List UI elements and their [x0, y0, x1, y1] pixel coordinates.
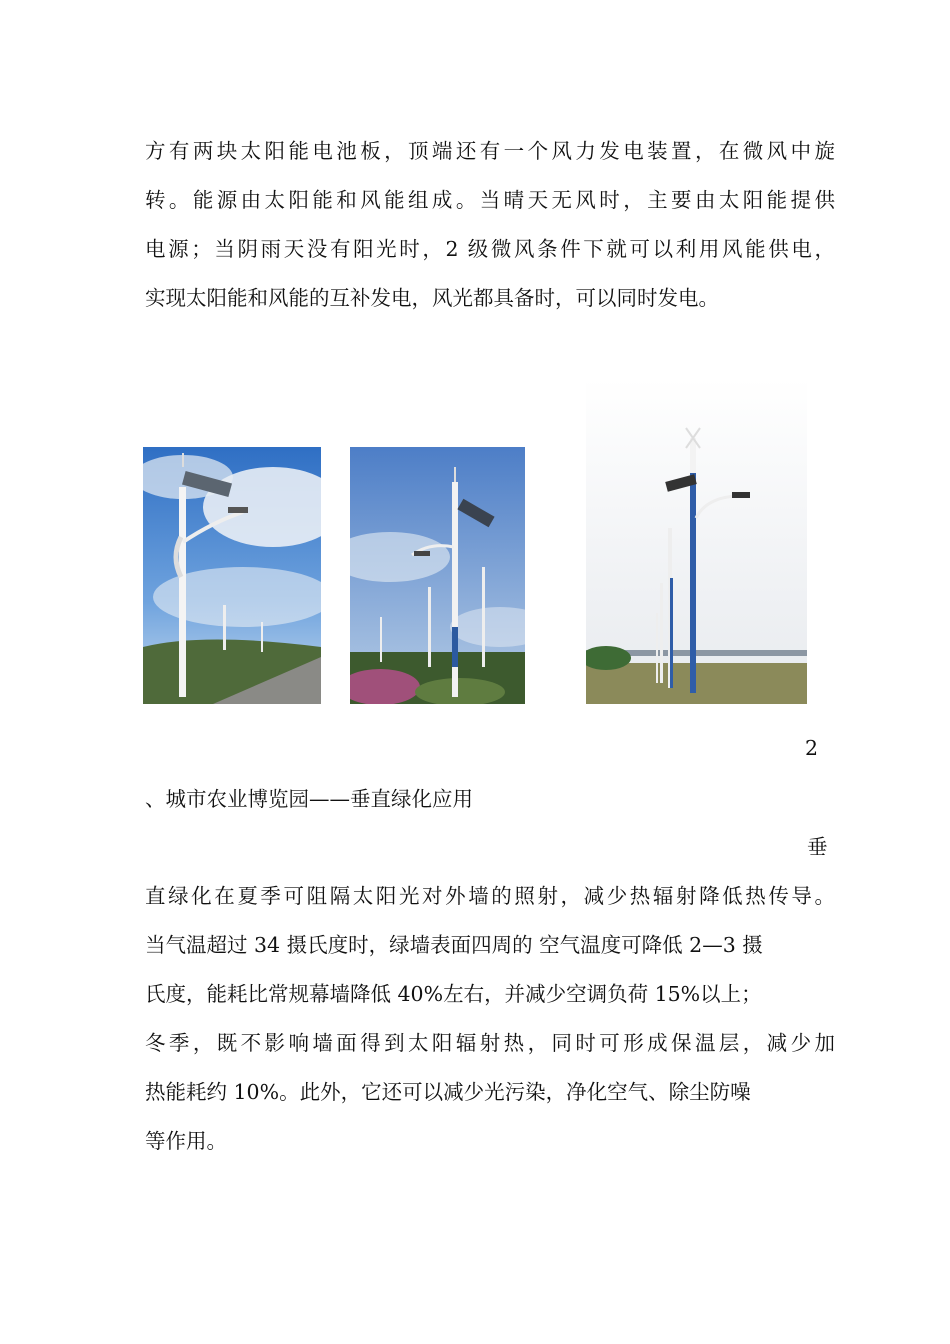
section-number: 2: [805, 736, 819, 760]
paragraph-1-line: 方有两块太阳能电池板，顶端还有一个风力发电装置，在微风中旋: [145, 139, 835, 163]
paragraph-2-line: 等作用。: [145, 1129, 227, 1153]
paragraph-1-line: 转。能源由太阳能和风能组成。当晴天无风时，主要由太阳能提供: [145, 188, 835, 212]
paragraph-2-line: 直绿化在夏季可阻隔太阳光对外墙的照射，减少热辐射降低热传导。: [145, 884, 835, 908]
street-light-photo-3: [586, 378, 807, 704]
paragraph-2: [145, 872, 835, 1166]
paragraph-2-first-char: 垂: [807, 835, 828, 859]
paragraph-2-line: 冬季，既不影响墙面得到太阳辐射热，同时可形成保温层，减少加: [145, 1031, 835, 1055]
paragraph-1-line: 实现太阳能和风能的互补发电，风光都具备时，可以同时发电。: [145, 286, 719, 310]
section-heading: 、城市农业博览园——垂直绿化应用: [145, 787, 473, 811]
paragraph-2-line: 氏度，能耗比常规幕墙降低 40%左右，并减少空调负荷 15%以上；: [145, 982, 762, 1006]
street-light-photo-1: [143, 447, 321, 704]
paragraph-1-line: 电源；当阴雨天没有阳光时，2 级微风条件下就可以利用风能供电，: [145, 237, 835, 261]
paragraph-1: [145, 127, 835, 323]
paragraph-2-line: 热能耗约 10%。此外，它还可以减少光污染，净化空气、除尘防噪: [145, 1080, 751, 1104]
paragraph-2-line: 当气温超过 34 摄氏度时，绿墙表面四周的 空气温度可降低 2—3 摄: [145, 933, 763, 957]
street-light-photo-2: [350, 447, 525, 704]
